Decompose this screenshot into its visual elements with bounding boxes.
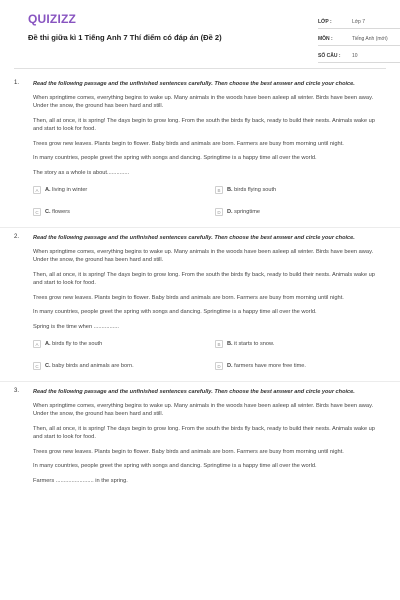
option-checkbox[interactable]: C: [33, 362, 41, 370]
option-text: [45, 341, 102, 347]
option-value: it starts to snow.: [234, 341, 275, 347]
option-label: D.: [227, 363, 233, 369]
question-separator: [0, 227, 400, 228]
option-text: [45, 363, 134, 369]
option-label: B.: [227, 187, 233, 193]
option-c[interactable]: [33, 207, 70, 217]
option-text: [227, 363, 306, 369]
option-checkbox[interactable]: D: [215, 362, 223, 370]
option-value: farmers have more free time.: [234, 363, 306, 369]
meta-row-class: [318, 15, 400, 29]
option-checkbox[interactable]: C: [33, 208, 41, 216]
passage-paragraph: When springtime comes, everything begins to wake up. Many animals in the woods have been asleep all winter. Birds have been away. Under the snow, the ground has been hard and still.: [33, 402, 374, 417]
option-value: flowers: [52, 209, 70, 215]
option-text: [227, 209, 260, 215]
question-3: [0, 388, 400, 485]
passage-paragraph: Trees grow new leaves. Plants begin to flower. Baby birds and animals are born. Farmers are busy from morning until night.: [33, 294, 344, 301]
option-value: birds flying south: [234, 187, 277, 193]
meta-class-value: Lớp 7: [352, 18, 366, 25]
answer-options: [33, 183, 382, 227]
option-checkbox[interactable]: D: [215, 208, 223, 216]
answer-options: [33, 337, 382, 381]
passage-paragraph: In many countries, people greet the spring with songs and dancing. Springtime is a happy time all over the world.: [33, 309, 317, 315]
option-label: D.: [227, 209, 233, 215]
option-value: baby birds and animals are born.: [52, 363, 134, 369]
quizizz-logo[interactable]: QUIZIZZ: [28, 12, 77, 26]
question-1: [0, 80, 400, 227]
option-label: A.: [45, 341, 51, 347]
option-checkbox[interactable]: A: [33, 186, 41, 194]
option-checkbox[interactable]: B: [215, 186, 223, 194]
option-value: birds fly to the south: [52, 341, 103, 347]
passage-paragraph: Then, all at once, it is spring! The days begin to grow long. From the south the birds fly back, ready to build their nests. Animals wake up and start to look for food.: [33, 271, 375, 286]
meta-count-value: 10: [352, 52, 358, 59]
option-a[interactable]: [33, 339, 102, 349]
meta-row-subject: [318, 32, 400, 46]
document-title: Đề thi giữa kì 1 Tiếng Anh 7 Thí điểm có đáp án (Đề 2): [28, 33, 222, 42]
option-checkbox[interactable]: A: [33, 340, 41, 348]
question-separator: [0, 381, 400, 382]
question-2: [0, 234, 400, 381]
option-text: [227, 341, 274, 347]
option-label: C.: [45, 363, 51, 369]
passage-paragraph: In many countries, people greet the spring with songs and dancing. Springtime is a happy time all over the world.: [33, 463, 317, 469]
option-text: [45, 187, 87, 193]
question-prompt: Farmers ........................ in the spring.: [33, 477, 128, 484]
option-d[interactable]: [215, 207, 260, 217]
option-b[interactable]: [215, 185, 276, 195]
option-a[interactable]: [33, 185, 87, 195]
meta-subject-value: Tiếng Anh (mới): [352, 35, 388, 42]
option-value: living in winter: [52, 187, 88, 193]
question-instruction: Read the following passage and the unfinished sentences carefully. Then choose the best answer and circle your choice.: [33, 389, 355, 395]
meta-row-count: [318, 49, 400, 63]
option-checkbox[interactable]: B: [215, 340, 223, 348]
header-divider: [14, 68, 386, 69]
question-number: 3.: [14, 388, 20, 394]
passage-paragraph: When springtime comes, everything begins to wake up. Many animals in the woods have been asleep all winter. Birds have been away. Under the snow, the ground has been hard and still.: [33, 248, 374, 263]
option-text: [227, 187, 276, 193]
meta-subject-label: MÔN :: [318, 35, 333, 42]
question-prompt: The story as a whole is about..............: [33, 169, 130, 176]
passage-paragraph: When springtime comes, everything begins to wake up. Many animals in the woods have been asleep all winter. Birds have been away. Under the snow, the ground has been hard and still.: [33, 94, 374, 109]
question-instruction: Read the following passage and the unfinished sentences carefully. Then choose the best answer and circle your choice.: [33, 235, 355, 241]
question-instruction: Read the following passage and the unfinished sentences carefully. Then choose the best answer and circle your choice.: [33, 81, 355, 87]
option-label: A.: [45, 187, 51, 193]
option-label: C.: [45, 209, 51, 215]
worksheet-header: [14, 0, 388, 62]
passage-paragraph: In many countries, people greet the spring with songs and dancing. Springtime is a happy time all over the world.: [33, 155, 317, 161]
passage-paragraph: Trees grow new leaves. Plants begin to flower. Baby birds and animals are born. Farmers are busy from morning until night.: [33, 448, 344, 455]
passage-paragraph: Then, all at once, it is spring! The days begin to grow long. From the south the birds fly back, ready to build their nests. Animals wake up and start to look for food.: [33, 425, 375, 440]
question-number: 2.: [14, 234, 20, 240]
option-b[interactable]: [215, 339, 274, 349]
question-prompt: Spring is the time when ................: [33, 323, 119, 330]
meta-class-label: LỚP :: [318, 18, 332, 25]
question-list: [0, 80, 400, 491]
question-number: 1.: [14, 80, 20, 86]
option-d[interactable]: [215, 361, 306, 371]
passage-paragraph: Then, all at once, it is spring! The days begin to grow long. From the south the birds fly back, ready to build their nests. Animals wake up and start to look for food.: [33, 117, 375, 132]
meta-count-label: SỐ CÂU :: [318, 52, 341, 59]
option-label: B.: [227, 341, 233, 347]
option-c[interactable]: [33, 361, 134, 371]
option-text: [45, 209, 70, 215]
passage-paragraph: Trees grow new leaves. Plants begin to flower. Baby birds and animals are born. Farmers are busy from morning until night.: [33, 140, 344, 147]
meta-panel: [318, 15, 400, 66]
option-value: springtime: [234, 209, 260, 215]
